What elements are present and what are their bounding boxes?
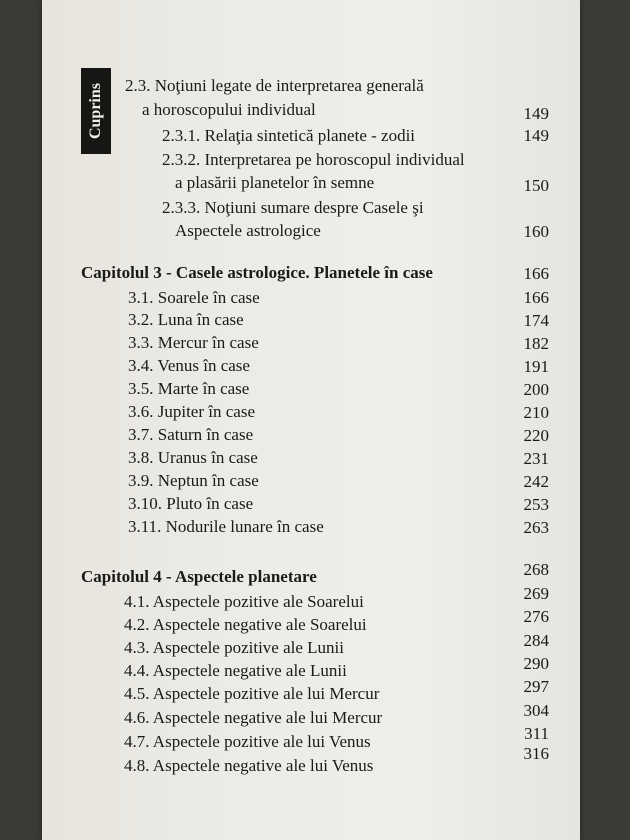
toc-page-4-8: 316 xyxy=(523,744,549,763)
toc-chapter-3: Capitolul 3 - Casele astrologice. Planetele în case xyxy=(81,263,433,282)
toc-entry-3-5: 3.5. Marte în case xyxy=(128,379,250,398)
toc-entry-2-3-2-cont: a plasării planetelor în semne xyxy=(175,173,375,192)
toc-entry-3-7: 3.7. Saturn în case xyxy=(128,425,254,444)
toc-entry-3-9: 3.9. Neptun în case xyxy=(128,471,259,490)
toc-page-3-3: 182 xyxy=(523,334,549,353)
toc-page-3-2: 174 xyxy=(523,311,549,330)
toc-page-4-6: 304 xyxy=(523,701,549,720)
toc-entry-4-5: 4.5. Aspectele pozitive ale lui Mercur xyxy=(124,684,380,703)
toc-page-4-3: 284 xyxy=(523,631,549,650)
toc-entry-3-3: 3.3. Mercur în case xyxy=(128,333,259,352)
toc-page-3-6: 210 xyxy=(523,403,549,422)
toc-page-3-8: 231 xyxy=(523,449,549,468)
toc-page-4-4: 290 xyxy=(523,654,549,673)
toc-entry-4-3: 4.3. Aspectele pozitive ale Lunii xyxy=(124,638,344,657)
toc-page-3-11: 263 xyxy=(523,518,549,537)
toc-page-3-10: 253 xyxy=(523,495,549,514)
toc-chapter-4: Capitolul 4 - Aspectele planetare xyxy=(81,567,317,586)
toc-page-3-1: 166 xyxy=(523,288,549,307)
toc-entry-3-11: 3.11. Nodurile lunare în case xyxy=(128,517,324,536)
toc-page-4-5: 297 xyxy=(523,677,549,696)
toc-page-2-3-2: 150 xyxy=(523,176,549,195)
toc-entry-3-1: 3.1. Soarele în case xyxy=(128,288,260,307)
toc-page-3-4: 191 xyxy=(523,357,549,376)
toc-entry-3-2: 3.2. Luna în case xyxy=(128,310,244,329)
toc-entry-4-6: 4.6. Aspectele negative ale lui Mercur xyxy=(124,708,383,727)
toc-entry-2-3: 2.3. Noţiuni legate de interpretarea generală xyxy=(125,76,424,95)
toc-page-3-7: 220 xyxy=(523,426,549,445)
toc-entry-3-8: 3.8. Uranus în case xyxy=(128,448,258,467)
toc-page-4-7: 311 xyxy=(524,724,549,743)
toc-page-chapter-4: 268 xyxy=(523,560,549,579)
toc-entry-4-7: 4.7. Aspectele pozitive ale lui Venus xyxy=(124,732,371,751)
toc-entry-3-4: 3.4. Venus în case xyxy=(128,356,250,375)
toc-page-chapter-3: 166 xyxy=(523,264,549,283)
toc-page-2-3-3: 160 xyxy=(523,222,549,241)
toc-entry-4-2: 4.2. Aspectele negative ale Soarelui xyxy=(124,615,367,634)
toc-entry-2-3-3-cont: Aspectele astrologice xyxy=(175,221,321,240)
toc-entry-3-10: 3.10. Pluto în case xyxy=(128,494,254,513)
toc-entry-4-8: 4.8. Aspectele negative ale lui Venus xyxy=(124,756,374,775)
section-tab xyxy=(81,68,111,154)
toc-entry-2-3-cont: a horoscopului individual xyxy=(142,100,316,119)
toc-entry-4-1: 4.1. Aspectele pozitive ale Soarelui xyxy=(124,592,364,611)
toc-entry-2-3-1: 2.3.1. Relaţia sintetică planete - zodii xyxy=(162,126,416,145)
toc-entry-2-3-3: 2.3.3. Noţiuni sumare despre Casele şi xyxy=(162,198,424,217)
toc-page-3-5: 200 xyxy=(523,380,549,399)
toc-page-2-3: 149 xyxy=(523,104,549,123)
toc-page-3-9: 242 xyxy=(523,472,549,491)
toc-page-4-2: 276 xyxy=(523,607,549,626)
toc-entry-3-6: 3.6. Jupiter în case xyxy=(128,402,255,421)
toc-page-4-1: 269 xyxy=(523,584,549,603)
toc-entry-2-3-2: 2.3.2. Interpretarea pe horoscopul individual xyxy=(162,150,465,169)
toc-entry-4-4: 4.4. Aspectele negative ale Lunii xyxy=(124,661,347,680)
toc-page-2-3-1: 149 xyxy=(523,126,549,145)
section-tab-label: Cuprins xyxy=(87,82,104,140)
